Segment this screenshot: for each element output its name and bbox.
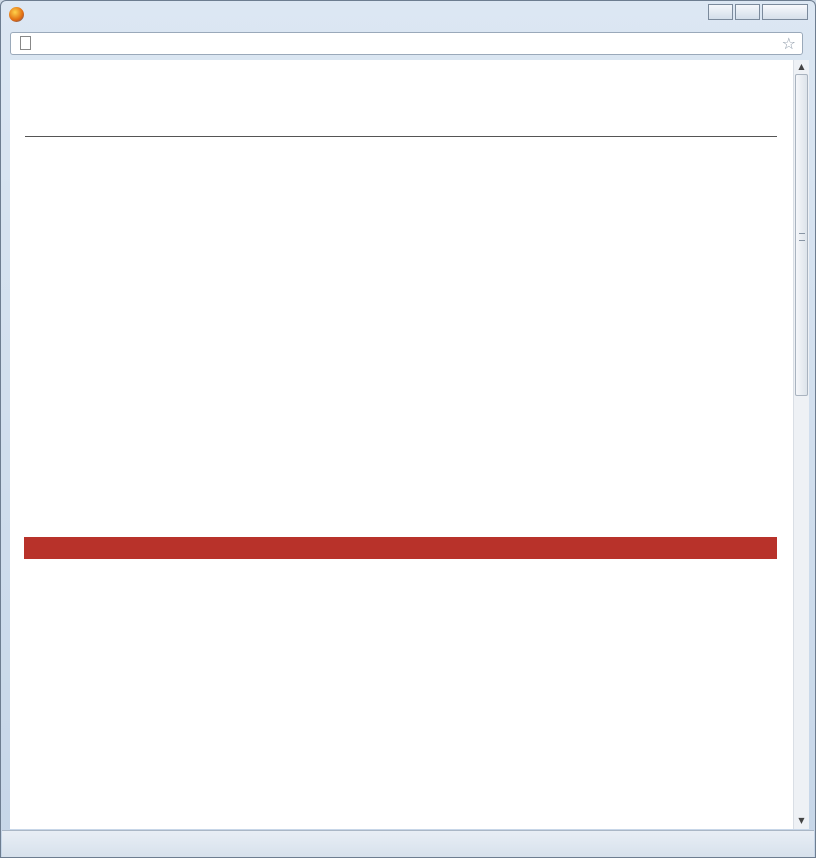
bookmark-star-icon[interactable]: ☆ bbox=[781, 34, 796, 53]
page-content bbox=[10, 60, 793, 829]
address-bar[interactable] bbox=[10, 32, 803, 55]
minimize-button[interactable] bbox=[708, 4, 733, 20]
maximize-button[interactable] bbox=[735, 4, 760, 20]
scroll-down-arrow-icon[interactable]: ▼ bbox=[798, 816, 805, 825]
close-button[interactable] bbox=[762, 4, 808, 20]
title-bar[interactable] bbox=[1, 1, 815, 29]
firefox-icon bbox=[9, 7, 24, 22]
vertical-scrollbar[interactable] bbox=[793, 60, 809, 829]
scroll-thumb[interactable] bbox=[795, 74, 808, 396]
scroll-up-arrow-icon[interactable]: ▲ bbox=[798, 62, 805, 71]
header-divider bbox=[25, 136, 777, 137]
grip-icon bbox=[799, 233, 805, 241]
page-icon bbox=[20, 36, 31, 50]
status-bar bbox=[2, 830, 814, 857]
active-subrange[interactable] bbox=[24, 537, 777, 559]
